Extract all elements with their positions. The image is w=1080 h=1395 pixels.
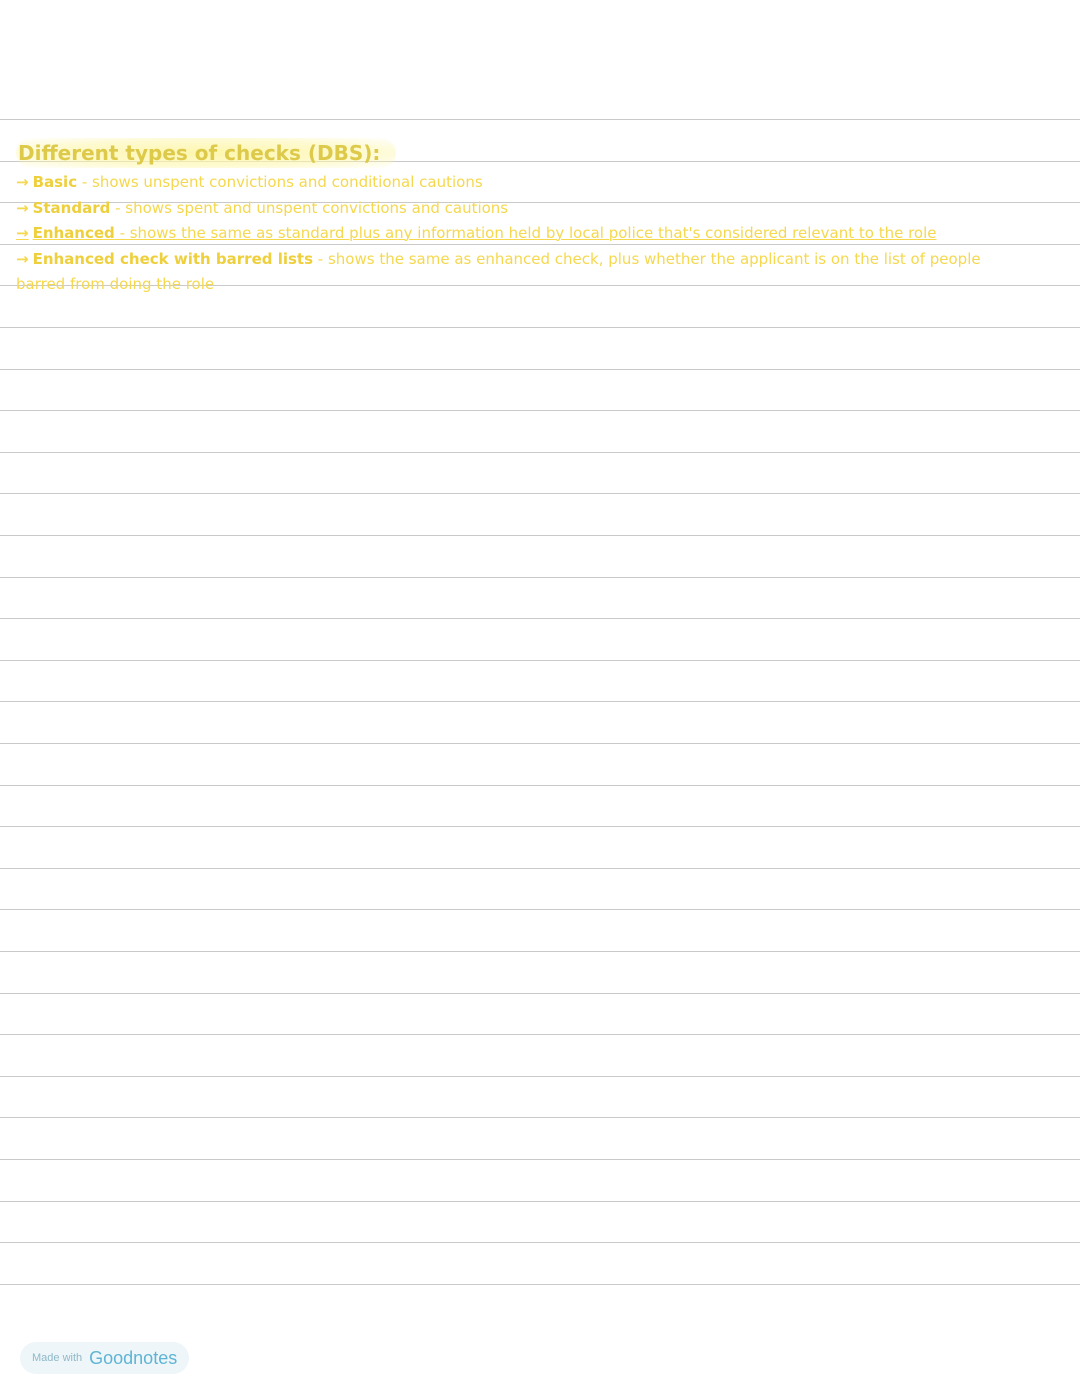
ruled-line xyxy=(0,1201,1080,1202)
ruled-line xyxy=(0,618,1080,619)
ruled-line xyxy=(0,452,1080,453)
ruled-line xyxy=(0,909,1080,910)
list-item-enhanced xyxy=(16,221,1066,247)
made-with-goodnotes-badge xyxy=(20,1342,189,1374)
term-enhanced-barred: Enhanced check with barred lists xyxy=(32,249,314,268)
ruled-line xyxy=(0,577,1080,578)
ruled-line xyxy=(0,993,1080,994)
ruled-line xyxy=(0,826,1080,827)
ruled-line xyxy=(0,951,1080,952)
ruled-line xyxy=(0,493,1080,494)
ruled-line xyxy=(0,660,1080,661)
ruled-line xyxy=(0,1159,1080,1160)
note-block xyxy=(16,138,1066,298)
ruled-line xyxy=(0,535,1080,536)
list-item-standard xyxy=(16,196,1066,222)
ruled-line xyxy=(0,1284,1080,1285)
description-basic: - shows unspent convictions and conditional cautions xyxy=(77,173,483,191)
ruled-line xyxy=(0,369,1080,370)
ruled-line xyxy=(0,1076,1080,1077)
ruled-line xyxy=(0,410,1080,411)
list-item-enhanced-barred xyxy=(16,247,1026,298)
ruled-line xyxy=(0,868,1080,869)
list-item-basic xyxy=(16,170,1066,196)
ruled-line xyxy=(0,327,1080,328)
ruled-line xyxy=(0,1117,1080,1118)
ruled-line xyxy=(0,1242,1080,1243)
made-with-label: Made with xyxy=(32,1352,83,1364)
goodnotes-logo: Goodnotes xyxy=(89,1347,178,1368)
arrow-icon: → xyxy=(16,173,29,191)
description-enhanced: - shows the same as standard plus any information held by local police that's considered relevant to the role xyxy=(114,224,937,243)
ruled-line xyxy=(0,701,1080,702)
arrow-icon: → xyxy=(16,198,29,217)
description-enhanced-barred: - shows the same as enhanced check, plus whether the applicant is on the list of people barred from doing the role xyxy=(16,249,981,294)
ruled-line xyxy=(0,785,1080,786)
ruled-line xyxy=(0,119,1080,120)
term-standard: Standard xyxy=(32,198,111,217)
term-basic: Basic xyxy=(32,173,78,191)
arrow-icon: → xyxy=(16,249,29,268)
description-standard: - shows spent and unspent convictions and cautions xyxy=(110,198,509,217)
note-title: Different types of checks (DBS): xyxy=(16,138,396,168)
term-enhanced: Enhanced xyxy=(32,224,115,243)
ruled-line xyxy=(0,743,1080,744)
arrow-icon: → xyxy=(16,224,29,243)
ruled-line xyxy=(0,1034,1080,1035)
